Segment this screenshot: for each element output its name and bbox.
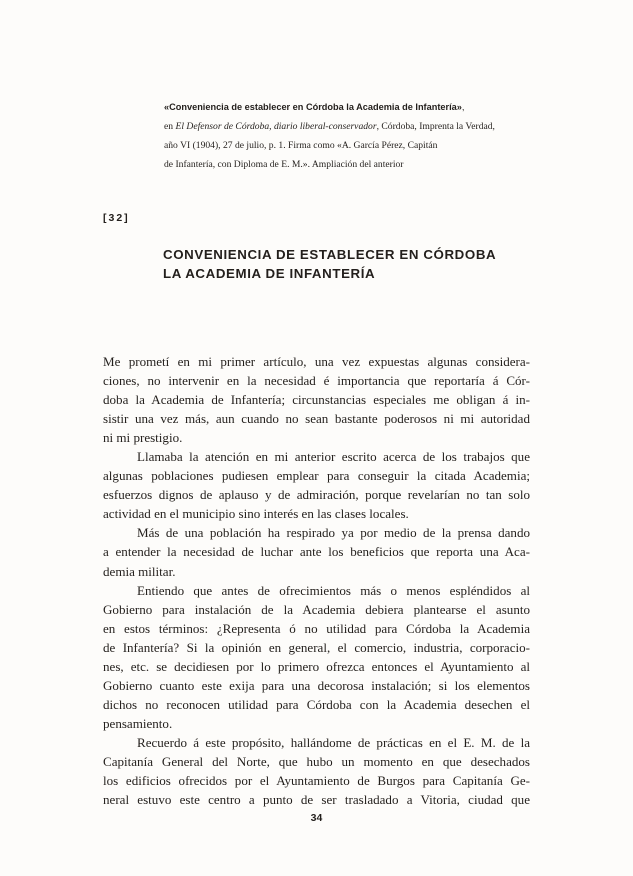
source-title-punct: , xyxy=(461,102,465,112)
heading-line-1: CONVENIENCIA DE ESTABLECER EN CÓRDOBA xyxy=(163,247,497,262)
body-line: dichos no reconocen utilidad para Córdoba con la Academia desechen el xyxy=(103,696,530,712)
body-line: actividad en el municipio sino interés en las clases locales. xyxy=(103,506,409,522)
newspaper-name: El Defensor de Córdoba, diario liberal-conservador xyxy=(175,121,377,132)
heading-line-2: LA ACADEMIA DE INFANTERÍA xyxy=(163,265,376,281)
article-body xyxy=(103,352,530,809)
body-line: algunas poblaciones pudiesen emplear para conseguir la citada Academia; xyxy=(103,468,530,484)
body-line: a entender la necesidad de luchar ante los beneficios que reporta una Aca- xyxy=(103,544,530,560)
body-line: sistir una vez más, aun cuando no sean bastante poderosos ni mi autoridad xyxy=(103,411,530,427)
body-line: Recuerdo á este propósito, hallándome de prácticas en el E. M. de la xyxy=(137,734,530,750)
body-line: Entiendo que antes de ofrecimientos más o menos espléndidos al xyxy=(137,582,530,598)
body-line: ciones, no intervenir en la necesidad é importancia que reportaría á Cór- xyxy=(103,373,530,389)
source-note xyxy=(164,98,534,174)
body-line: Gobierno cuanto este exija para una decorosa instalación; si los elementos xyxy=(103,677,530,693)
source-title-line xyxy=(164,98,534,117)
body-line: de Infantería? Si la opinión en general, el comercio, industria, corporacio- xyxy=(103,639,530,655)
body-line: neral estuvo este centro a punto de ser trasladado a Vitoria, ciudad que xyxy=(103,792,530,808)
body-line: los edificios ofrecidos por el Ayuntamiento de Burgos para Capitanía Ge- xyxy=(103,773,530,789)
source-author-line: de Infantería, con Diploma de E. M.». Ampliación del anterior xyxy=(164,159,404,170)
body-line: en estos términos: ¿Representa ó no utilidad para Córdoba la Academia xyxy=(103,620,530,636)
body-line: Me prometí en mi primer artículo, una vez expuestas algunas considera- xyxy=(103,354,530,369)
body-line: Capitanía General del Norte, que hubo un momento en que desechados xyxy=(103,753,530,769)
source-title: «Conveniencia de establecer en Córdoba la Academia de Infantería» xyxy=(164,102,462,112)
source-date-line: año VI (1904), 27 de julio, p. 1. Firma como «A. García Pérez, Capitán xyxy=(164,140,438,151)
body-line: Más de una población ha respirado ya por medio de la prensa dando xyxy=(137,525,530,541)
section-number: [32] xyxy=(103,212,130,224)
article-heading xyxy=(163,246,496,283)
body-line: demia militar. xyxy=(103,563,176,579)
body-line: doba la Academia de Infantería; circunstancias especiales me obligan á in- xyxy=(103,392,530,408)
body-line: ni mi prestigio. xyxy=(103,430,183,446)
body-line: Gobierno para instalación de la Academia debiera plantearse el asunto xyxy=(103,601,530,617)
body-line: nes, etc. se decidiesen por lo primero ofrezca entonces el Ayuntamiento al xyxy=(103,658,530,674)
body-line: pensamiento. xyxy=(103,715,173,731)
source-publication-line: en El Defensor de Córdoba, diario liberal-conservador, Córdoba, Imprenta la Verdad, xyxy=(164,121,495,132)
body-line: esfuerzos dignos de aplauso y de admiración, porque revelarían no tan solo xyxy=(103,487,530,503)
page-number: 34 xyxy=(310,812,323,824)
body-line: Llamaba la atención en mi anterior escrito acerca de los trabajos que xyxy=(137,449,530,465)
